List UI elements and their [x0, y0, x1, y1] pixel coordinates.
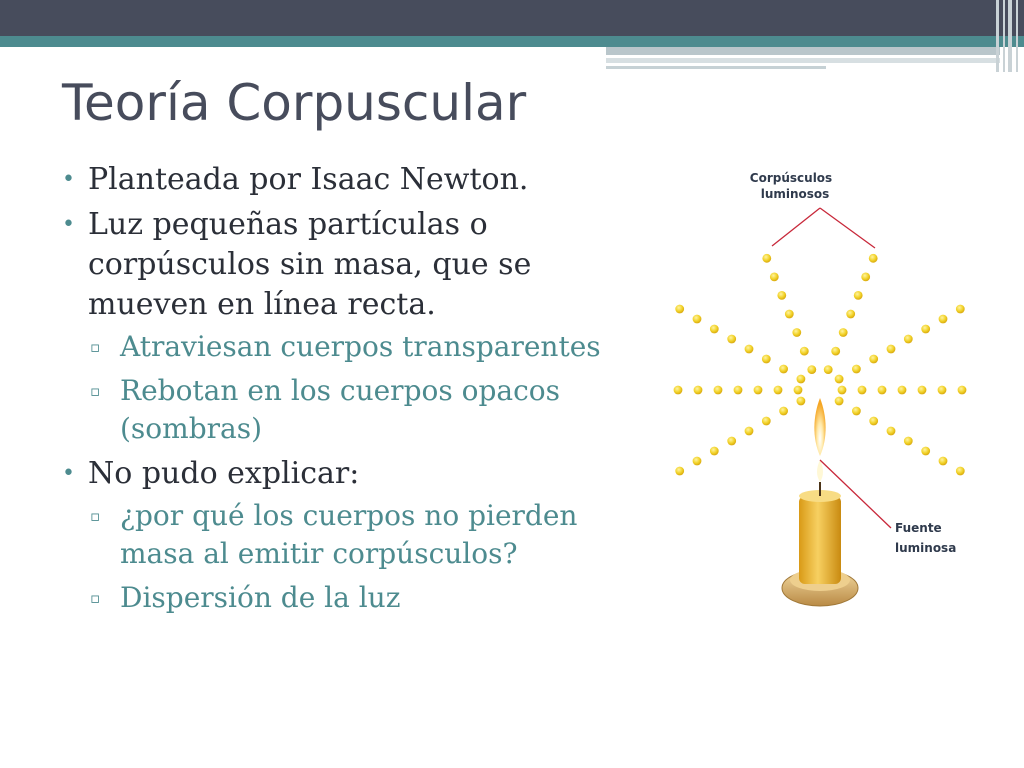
candle-flame — [814, 398, 825, 456]
header-decor-stripe — [606, 47, 1000, 55]
corpuscle-dot — [835, 397, 844, 406]
corpuscle-dot — [869, 417, 878, 426]
corpuscle-dot — [939, 457, 948, 466]
bullet-marker: • — [62, 167, 75, 192]
bullet-text: No pudo explicar: — [88, 456, 360, 491]
corpuscle-dot — [745, 427, 754, 436]
corpuscle-dot — [792, 328, 801, 337]
corpuscle-dot — [694, 386, 703, 395]
header-accent-stripe — [0, 36, 1024, 47]
corpuscle-dot — [904, 437, 913, 446]
corpuscle-dot — [938, 386, 947, 395]
corpuscle-dot — [774, 386, 783, 395]
corpuscle-dot — [785, 310, 794, 319]
corpuscle-label-line2: luminosos — [760, 187, 830, 201]
bullet-text: Luz pequeñas partículas o corpúsculos sin masa, que se mueven en línea recta. — [88, 207, 532, 322]
corpuscle-dot — [710, 447, 719, 456]
sub-bullet-marker: ▫ — [90, 589, 101, 607]
corpuscle-dot — [800, 347, 809, 356]
corpuscle-dot — [824, 365, 833, 374]
corpuscle-dot — [831, 347, 840, 356]
corpuscle-dot — [693, 315, 702, 324]
corpuscle-dot — [835, 375, 844, 384]
corpuscle-pointer-line — [772, 208, 820, 246]
corpuscle-dot — [878, 386, 887, 395]
corpuscle-dot — [797, 397, 806, 406]
corpuscle-dot — [745, 345, 754, 354]
sub-bullet-item — [88, 372, 632, 448]
header-decor-stripe — [606, 66, 826, 69]
sub-bullet-item — [88, 579, 632, 617]
corpuscle-dot — [675, 467, 684, 476]
corpuscle-label-line1: Corpúsculos — [749, 171, 833, 185]
corpuscle-dot — [887, 427, 896, 436]
corpuscle-dot — [754, 386, 763, 395]
bullet-item — [62, 454, 632, 617]
corpuscle-pointer-line — [820, 208, 875, 248]
corpuscle-dot — [852, 407, 861, 416]
corpuscle-dot — [727, 335, 736, 344]
corpuscle-dot — [839, 328, 848, 337]
slide-body — [62, 160, 632, 623]
sub-bullet-marker: ▫ — [90, 382, 101, 400]
corpuscle-dot — [727, 437, 736, 446]
corpuscle-dot — [958, 386, 967, 395]
bullet-item — [62, 205, 632, 448]
corpuscle-dot — [904, 335, 913, 344]
bullet-marker: • — [62, 212, 75, 237]
corpuscle-dot — [734, 386, 743, 395]
corpuscle-dot — [675, 305, 684, 314]
corpuscle-dot — [762, 254, 771, 263]
corpuscle-dot — [858, 386, 867, 395]
source-label-line2: luminosa — [895, 541, 957, 555]
corpuscle-dot — [861, 273, 870, 282]
corpuscle-dot — [838, 386, 847, 395]
bullet-item — [62, 160, 632, 200]
bullet-text: Planteada por Isaac Newton. — [88, 162, 529, 197]
corpuscle-dot — [779, 407, 788, 416]
header-bar — [0, 0, 1024, 36]
corpuscle-dot — [956, 305, 965, 314]
corpuscle-dot — [674, 386, 683, 395]
sub-bullet-list — [88, 497, 632, 617]
sub-bullet-item — [88, 497, 632, 573]
corpuscle-dot — [693, 457, 702, 466]
sub-bullet-text: Dispersión de la luz — [120, 581, 401, 614]
corpuscle-dot — [846, 310, 855, 319]
sub-bullet-marker: ▫ — [90, 507, 101, 525]
sub-bullet-text: Rebotan en los cuerpos opacos (sombras) — [120, 374, 561, 445]
corpuscle-dot — [887, 345, 896, 354]
sub-bullet-marker: ▫ — [90, 338, 101, 356]
corpuscle-dot — [762, 355, 771, 364]
corpuscle-dot — [852, 365, 861, 374]
sub-bullet-text: Atraviesan cuerpos transparentes — [120, 330, 601, 363]
corpuscle-dot — [762, 417, 771, 426]
bullet-marker: • — [62, 461, 75, 486]
sub-bullet-list — [88, 328, 632, 448]
sub-bullet-item — [88, 328, 632, 366]
corpuscle-dot — [854, 291, 863, 300]
corpuscle-dot — [869, 355, 878, 364]
header-decor-lines — [994, 0, 1024, 72]
corpuscle-dot — [714, 386, 723, 395]
corpuscle-dot — [710, 325, 719, 334]
corpuscle-dot — [794, 386, 803, 395]
corpuscle-dot — [797, 375, 806, 384]
corpuscle-dot — [869, 254, 878, 263]
corpuscle-dot — [956, 467, 965, 476]
corpuscle-dot — [921, 325, 930, 334]
header-decor-stripe — [606, 58, 1000, 63]
corpuscle-dot — [898, 386, 907, 395]
corpuscle-dot — [807, 365, 816, 374]
corpuscle-dot — [770, 273, 779, 282]
sub-bullet-text: ¿por qué los cuerpos no pierden masa al emitir corpúsculos? — [120, 499, 578, 570]
source-label-line1: Fuente — [895, 521, 942, 535]
corpuscle-dot — [777, 291, 786, 300]
slide-title: Teoría Corpuscular — [62, 74, 527, 132]
corpuscle-dot — [918, 386, 927, 395]
candle-body — [799, 496, 841, 584]
corpuscle-dot — [921, 447, 930, 456]
candle-small-flame — [817, 460, 823, 482]
corpuscle-dot — [939, 315, 948, 324]
candle-light-illustration — [655, 160, 1015, 620]
corpuscle-dot — [779, 365, 788, 374]
